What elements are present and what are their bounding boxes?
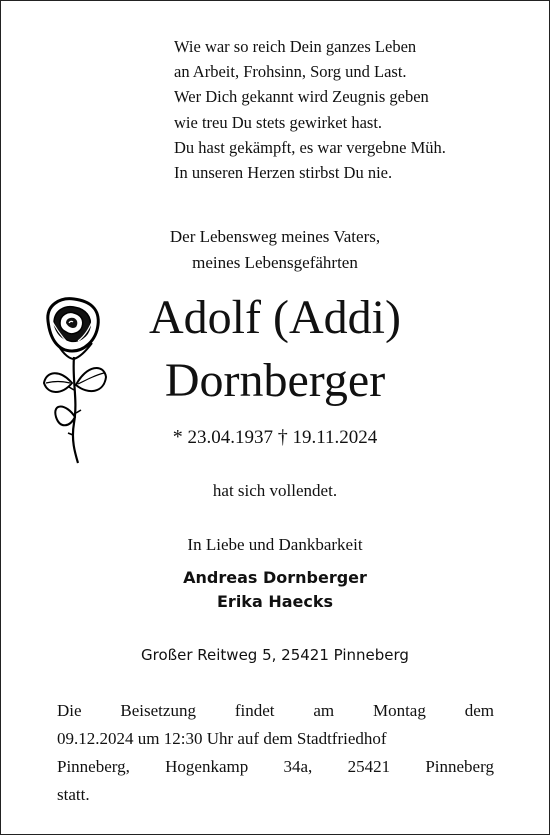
intro xyxy=(0,224,550,276)
funeral-line-4: statt. xyxy=(57,785,90,804)
death-symbol: † xyxy=(277,426,288,448)
funeral-line-2: 09.12.2024 um 12:30 Uhr auf dem Stadtfriedhof xyxy=(57,729,387,748)
closing-text: hat sich vollendet. xyxy=(212,481,338,500)
funeral-word: am xyxy=(313,701,335,720)
mourners xyxy=(120,566,430,614)
funeral-line-3 xyxy=(57,753,494,781)
poem-line: In unseren Herzen stirbst Du nie. xyxy=(174,163,393,183)
death-date: 19.11.2024 xyxy=(292,427,378,448)
poem-line: an Arbeit, Frohsinn, Sorg und Last. xyxy=(174,62,407,82)
intro-line-1: Der Lebensweg meines Vaters, xyxy=(169,227,381,246)
deceased-last-name: Dornberger xyxy=(164,354,386,407)
life-dates xyxy=(120,426,430,449)
funeral-notice xyxy=(57,697,494,809)
funeral-word: dem xyxy=(464,701,494,720)
funeral-word: Pinneberg, xyxy=(57,757,130,776)
funeral-word: findet xyxy=(234,701,275,720)
funeral-word: Die xyxy=(57,701,82,720)
mourner-name: Erika Haecks xyxy=(217,592,333,611)
address: Großer Reitweg 5, 25421 Pinneberg xyxy=(141,646,409,664)
love-text: In Liebe und Dankbarkeit xyxy=(187,535,363,554)
poem-line: Wie war so reich Dein ganzes Leben xyxy=(174,37,417,56)
intro-line-2: meines Lebensgefährten xyxy=(192,253,358,272)
poem xyxy=(174,34,446,185)
funeral-word: Beisetzung xyxy=(120,701,196,720)
poem-line: Du hast gekämpft, es war vergebne Müh. xyxy=(174,137,446,157)
poem-line: Wer Dich gekannt wird Zeugnis geben xyxy=(174,87,429,107)
funeral-word: Hogenkamp xyxy=(165,757,249,776)
funeral-word: Montag xyxy=(372,701,426,720)
funeral-word: 34a, xyxy=(283,757,313,776)
poem-line: wie treu Du stets gewirket hast. xyxy=(174,112,383,132)
rose-icon xyxy=(38,295,108,465)
funeral-word: 25421 xyxy=(347,757,391,776)
birth-symbol: * xyxy=(172,426,183,448)
funeral-line-1 xyxy=(57,697,494,725)
deceased-first-name: Adolf (Addi) xyxy=(149,291,401,344)
birth-date: 23.04.1937 xyxy=(187,427,273,448)
funeral-word: Pinneberg xyxy=(425,757,494,776)
mourner-name: Andreas Dornberger xyxy=(183,568,367,587)
